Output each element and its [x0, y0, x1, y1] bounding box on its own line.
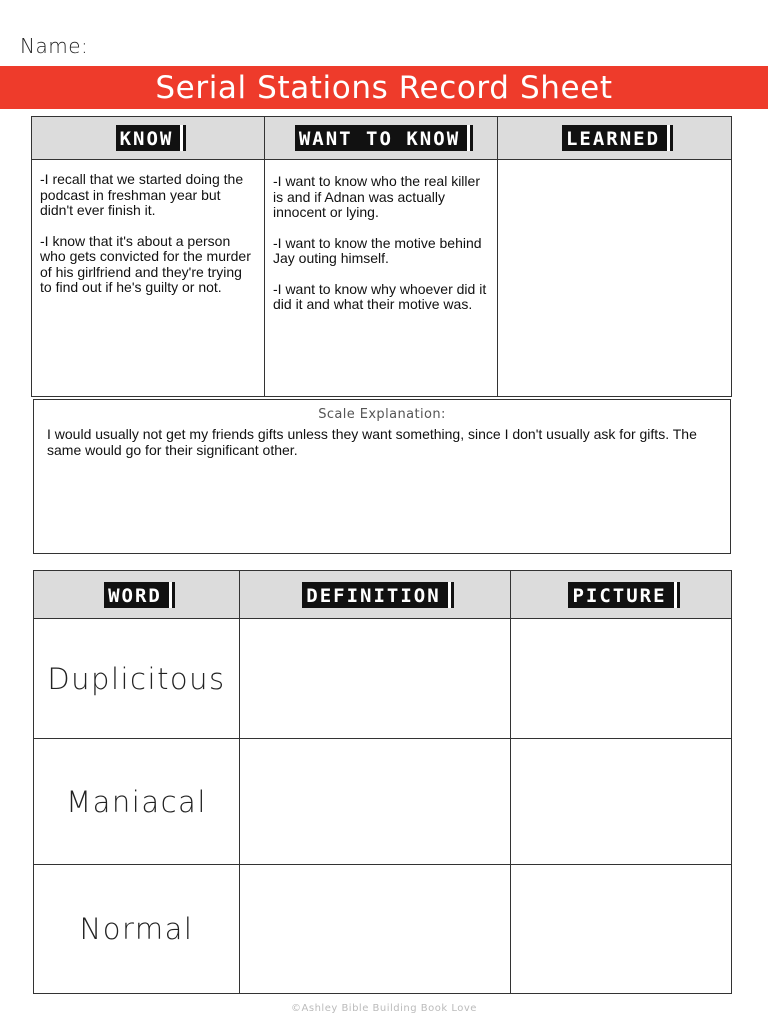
kwl-header-learned — [498, 117, 732, 160]
copyright-footer: ©Ashley Bible Building Book Love — [291, 1003, 477, 1014]
vocab-picture-cell[interactable] — [511, 865, 732, 994]
scale-text: I would usually not get my friends gifts unless they want something, since I don't usually ask for gifts. The same would go for their significant other. — [47, 426, 697, 458]
table-row — [34, 619, 732, 739]
kwl-header-know — [32, 117, 265, 160]
vocab-header-word — [34, 571, 240, 619]
page-title: Serial Stations Record Sheet — [0, 66, 768, 109]
know-header-label: KNOW — [116, 125, 181, 151]
vocab-word: Duplicitous — [34, 619, 240, 739]
scale-explanation-box[interactable] — [33, 399, 731, 554]
know-entry: -I recall that we started doing the podcast in freshman year but didn't ever finish it. — [40, 171, 244, 218]
vocab-header-picture — [511, 571, 732, 619]
vocab-word: Normal — [34, 865, 240, 994]
vocab-picture-cell[interactable] — [511, 619, 732, 739]
know-entry: -I know that it's about a person who gets convicted for the murder of his girlfriend and they're trying to find out if he's guilty or not. — [40, 232, 251, 295]
word-header-label: WORD — [104, 582, 169, 608]
vocab-picture-cell[interactable] — [511, 739, 732, 865]
table-row — [34, 865, 732, 994]
want-entry: -I want to know who the real killer is and if Adnan was actually innocent or lying. — [273, 173, 480, 220]
want-header-label: WANT TO KNOW — [295, 125, 467, 151]
vocab-definition-cell[interactable] — [240, 619, 511, 739]
want-entry: -I want to know why whoever did it did it and what their motive was. — [273, 280, 487, 312]
vocab-header-definition — [240, 571, 511, 619]
learned-header-label: LEARNED — [562, 125, 667, 151]
vocab-word: Maniacal — [34, 739, 240, 865]
definition-header-label: DEFINITION — [302, 582, 447, 608]
name-label: Name: — [20, 34, 89, 58]
vocab-definition-cell[interactable] — [240, 739, 511, 865]
learned-cell[interactable] — [498, 160, 732, 397]
want-cell[interactable] — [265, 160, 498, 397]
vocab-table — [33, 570, 732, 994]
want-entry: -I want to know the motive behind Jay outing himself. — [273, 234, 482, 266]
picture-header-label: PICTURE — [568, 582, 673, 608]
scale-title: Scale Explanation: — [318, 407, 446, 422]
know-cell[interactable] — [32, 160, 265, 397]
kwl-table — [31, 116, 732, 397]
kwl-header-want — [265, 117, 498, 160]
table-row — [34, 739, 732, 865]
vocab-definition-cell[interactable] — [240, 865, 511, 994]
